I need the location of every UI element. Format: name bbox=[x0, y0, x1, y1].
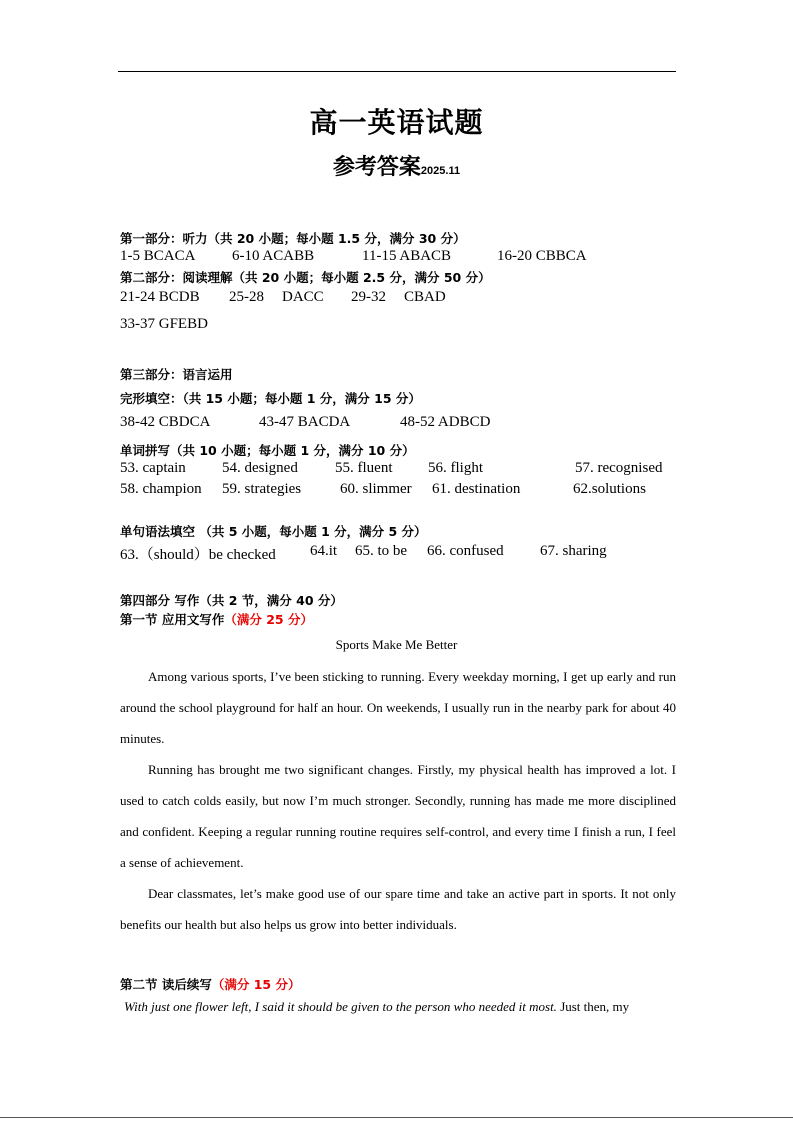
answer-group: 25-28 bbox=[229, 289, 264, 305]
cloze-total: 15 bbox=[374, 391, 392, 406]
page-bottom-edge bbox=[0, 1117, 793, 1118]
section1-heading bbox=[120, 610, 313, 628]
cloze-heading-b: 小题；每小题 bbox=[223, 391, 307, 406]
grammar-answer: 67. sharing bbox=[540, 543, 607, 559]
section2-label: 第二节 读后续写 bbox=[120, 977, 212, 992]
spelling-answer: 60. slimmer bbox=[340, 481, 412, 497]
part1-heading-c: 分，满分 bbox=[360, 231, 419, 246]
cloze-heading-c: 分，满分 bbox=[315, 391, 375, 406]
subtitle-text: 参考答案 bbox=[332, 155, 421, 180]
part4-sections: 2 bbox=[228, 593, 238, 608]
top-rule bbox=[118, 71, 676, 72]
grammar-answer: 65. to be bbox=[355, 543, 408, 559]
spelling-answer: 57. recognised bbox=[575, 460, 663, 476]
section2-score: （满分 15 分） bbox=[211, 977, 301, 992]
grammar-answer: 63.（should）be checked bbox=[120, 547, 276, 563]
part1-each: 1.5 bbox=[337, 231, 361, 246]
section1-label: 第一节 应用文写作 bbox=[120, 612, 225, 627]
answer-group: 38-42 CBDCA bbox=[120, 414, 211, 430]
part4-heading bbox=[120, 591, 343, 609]
continuation-italic: With just one flower left, I said it should be given to the person who needed it most. bbox=[124, 999, 557, 1014]
part2-heading bbox=[120, 268, 491, 286]
spelling-heading: 单词拼写（共 10 小题；每小题 1 分，满分 10 分） bbox=[120, 443, 415, 458]
grammar-answer: 64.it bbox=[310, 543, 338, 559]
answer-group: 21-24 BCDB bbox=[120, 289, 200, 305]
cloze-heading-a: 完形填空：（共 bbox=[120, 391, 206, 406]
page-subtitle bbox=[0, 150, 793, 181]
essay-paragraph bbox=[120, 661, 676, 754]
section1-score: （满分 25 分） bbox=[224, 612, 313, 627]
part2-heading-d: 分） bbox=[461, 270, 491, 285]
continuation-opening bbox=[124, 999, 629, 1015]
part1-heading-a: 第一部分：听力（共 bbox=[120, 231, 237, 246]
part2-heading-b: 小题；每小题 bbox=[279, 270, 363, 285]
cloze-heading-d: 分） bbox=[391, 391, 421, 406]
essay-paragraph bbox=[120, 878, 676, 940]
cloze-heading bbox=[120, 389, 421, 407]
part2-each: 2.5 bbox=[362, 270, 386, 285]
part3-heading: 第三部分：语言运用 bbox=[120, 367, 233, 382]
part4-heading-b: 节，满分 bbox=[237, 593, 297, 608]
grammar-answer: 66. confused bbox=[427, 543, 504, 559]
part4-heading-c: 分） bbox=[313, 593, 343, 608]
exam-year: 2025.11 bbox=[420, 165, 461, 177]
answer-group: 6-10 ACABB bbox=[232, 248, 315, 264]
part2-total: 50 bbox=[443, 270, 462, 285]
spelling-answer: 62.solutions bbox=[573, 481, 646, 497]
answer-group: 29-32 bbox=[351, 289, 386, 305]
essay-paragraph-text: Among various sports, I’ve been sticking to running. Every weekday morning, I get up early and run around the school playground for half an hour. On weekends, I usually run in the nearby park for about 40 minutes. bbox=[120, 669, 676, 746]
part4-total: 40 bbox=[296, 593, 314, 608]
part1-heading-b: 小题；每小题 bbox=[254, 231, 338, 246]
part1-heading-d: 分） bbox=[436, 231, 466, 246]
cloze-count: 15 bbox=[205, 391, 224, 406]
answer-group: 48-52 ADBCD bbox=[400, 414, 491, 430]
spelling-answer: 53. captain bbox=[120, 460, 186, 476]
essay-title: Sports Make Me Better bbox=[335, 637, 458, 652]
answer-group: DACC bbox=[282, 289, 324, 305]
spelling-answer: 54. designed bbox=[222, 460, 298, 476]
essay-paragraph-text: Running has brought me two significant changes. Firstly, my physical health has improved a lot. I used to catch colds easily, but now I’m much stronger. Secondly, running has made me more disciplined and confident. Keeping a regular running routine requires self-control, and every time I finish a run, I feel a sense of achievement. bbox=[120, 762, 676, 870]
continuation-plain: Just then, my bbox=[556, 999, 630, 1014]
part1-count: 20 bbox=[236, 231, 255, 246]
part1-total: 30 bbox=[418, 231, 437, 246]
part2-heading-a: 第二部分：阅读理解（共 bbox=[120, 270, 262, 285]
spelling-answer: 58. champion bbox=[120, 481, 202, 497]
spelling-answer: 61. destination bbox=[432, 481, 521, 497]
answer-group: 11-15 ABACB bbox=[362, 248, 452, 264]
spelling-answer: 59. strategies bbox=[222, 481, 302, 497]
answer-group: CBAD bbox=[404, 289, 446, 305]
part2-count: 20 bbox=[261, 270, 280, 285]
answer-group: 16-20 CBBCA bbox=[497, 248, 587, 264]
spelling-answer: 55. fluent bbox=[335, 460, 393, 476]
answer-group: 33-37 GFEBD bbox=[120, 316, 208, 332]
part2-heading-c: 分，满分 bbox=[385, 270, 444, 285]
part1-heading bbox=[120, 229, 466, 247]
answer-group: 43-47 BACDA bbox=[259, 414, 351, 430]
grammar-heading: 单句语法填空 （共 5 小题，每小题 1 分，满分 5 分） bbox=[120, 524, 427, 539]
section2-heading bbox=[120, 975, 300, 993]
page-title: 高一英语试题 bbox=[309, 106, 484, 139]
essay-paragraph bbox=[120, 754, 676, 878]
essay-paragraph-text: Dear classmates, let’s make good use of our spare time and take an active part in sports. It not only benefits our health but also helps us grow into better individuals. bbox=[120, 886, 676, 932]
part4-heading-a: 第四部分 写作（共 bbox=[120, 593, 229, 608]
answer-group: 1-5 BCACA bbox=[120, 248, 196, 264]
cloze-each: 1 bbox=[306, 391, 316, 406]
spelling-answer: 56. flight bbox=[428, 460, 483, 476]
